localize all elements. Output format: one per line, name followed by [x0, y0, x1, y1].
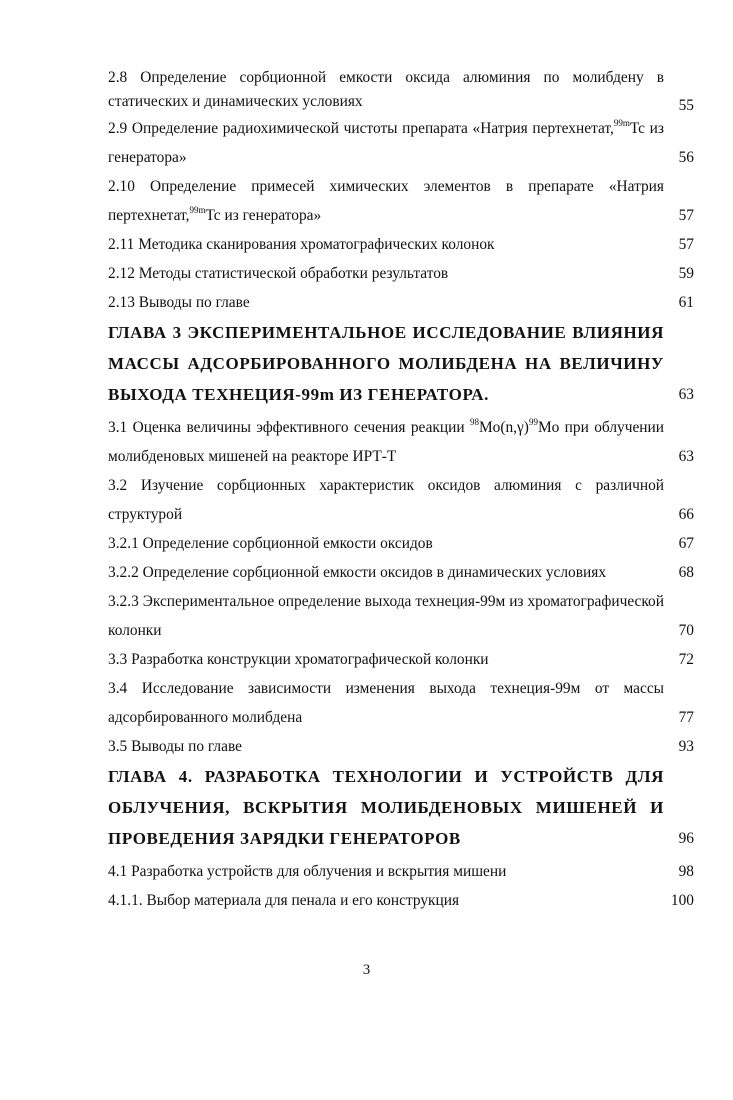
toc-entry-title: 3.2.3 Экспериментальное определение выхода технеция-99м из хроматографической колонки: [108, 593, 664, 639]
toc-entry-3-4: [108, 674, 694, 732]
table-of-contents: [108, 66, 694, 915]
toc-entry-page: 98: [678, 863, 694, 880]
toc-entry-page: 57: [678, 236, 694, 253]
toc-entry-page: 96: [678, 830, 694, 847]
page-number: 3: [362, 962, 371, 978]
toc-entry-title-part: Mo(n,γ): [478, 419, 529, 436]
toc-entry-page: 67: [678, 535, 694, 552]
toc-entry-title: 2.13 Выводы по главе: [108, 294, 250, 311]
toc-entry-page: 68: [678, 564, 694, 581]
toc-entry-title-part: Tc из генератора»: [205, 207, 322, 224]
toc-entry-title: 3.5 Выводы по главе: [108, 738, 242, 755]
toc-entry-2-8: [108, 66, 694, 114]
toc-chapter-title: ГЛАВА 4. РАЗРАБОТКА ТЕХНОЛОГИИ И УСТРОЙСТВ ДЛЯ ОБЛУЧЕНИЯ, ВСКРЫТИЯ МОЛИБДЕНОВЫХ МИШЕНЕЙ И ПРОВЕДЕНИЯ ЗАРЯДКИ ГЕНЕРАТОРОВ: [108, 767, 664, 848]
toc-entry-page: 56: [678, 149, 694, 166]
isotope-superscript: 98: [469, 417, 479, 427]
toc-entry-4-1: [108, 857, 694, 886]
toc-entry-page: 66: [678, 506, 694, 523]
toc-entry-title: 2.11 Методика сканирования хроматографических колонок: [108, 236, 495, 253]
toc-chapter-3: [108, 317, 694, 410]
toc-entry-2-9: [108, 114, 694, 172]
toc-entry-3-2-2: [108, 558, 694, 587]
toc-entry-title-part: Mo при облучении молибденовых мишеней на реакторе ИРТ-Т: [108, 419, 664, 465]
toc-entry-page: 63: [678, 386, 694, 403]
toc-entry-title: [108, 114, 664, 172]
toc-entry-page: 100: [670, 892, 694, 909]
toc-entry-page: 59: [678, 265, 694, 282]
toc-entry-title: 3.2 Изучение сорбционных характеристик оксидов алюминия с различной структурой: [108, 477, 664, 523]
toc-chapter-title: ГЛАВА 3 ЭКСПЕРИМЕНТАЛЬНОЕ ИССЛЕДОВАНИЕ ВЛИЯНИЯ МАССЫ АДСОРБИРОВАННОГО МОЛИБДЕНА НА ВЕЛИЧИНУ ВЫХОДА ТЕХНЕЦИЯ-99m ИЗ ГЕНЕРАТОРА.: [108, 323, 664, 404]
toc-entry-page: 57: [678, 207, 694, 224]
isotope-superscript: 99: [528, 417, 538, 427]
toc-entry-page: 61: [678, 294, 694, 311]
toc-entry-page: 72: [678, 651, 694, 668]
toc-entry-3-2-3: [108, 587, 694, 645]
toc-entry-title-part: 3.1 Оценка величины эффективного сечения реакции: [108, 419, 470, 436]
toc-entry-3-1: [108, 413, 694, 471]
toc-entry-title: [108, 413, 664, 471]
toc-entry-title-part: 2.10 Определение примесей химических элементов в препарате «Натрия пертехнетат,: [108, 178, 664, 224]
toc-entry-3-3: [108, 645, 694, 674]
isotope-superscript: 99m: [613, 118, 630, 128]
toc-entry-title: 3.2.2 Определение сорбционной емкости оксидов в динамических условиях: [108, 564, 607, 581]
toc-entry-title: 4.1 Разработка устройств для облучения и вскрытия мишени: [108, 863, 507, 880]
toc-entry-title: 3.2.1 Определение сорбционной емкости оксидов: [108, 535, 433, 552]
toc-chapter-4: [108, 761, 694, 854]
toc-entry-2-13: [108, 288, 694, 317]
toc-entry-title: [108, 172, 664, 230]
isotope-superscript: 99m: [189, 205, 206, 215]
toc-entry-page: 93: [678, 738, 694, 755]
toc-entry-title: 2.8 Определение сорбционной емкости оксида алюминия по молибдену в статических и динамических условиях: [108, 69, 664, 110]
toc-entry-4-1-1: [108, 886, 694, 915]
toc-entry-page: 63: [678, 448, 694, 465]
toc-entry-2-11: [108, 230, 694, 259]
toc-entry-title-part: 2.9 Определение радиохимической чистоты препарата «Натрия пертехнетат,: [108, 120, 614, 137]
toc-entry-page: 70: [678, 622, 694, 639]
toc-entry-page: 55: [678, 97, 694, 114]
toc-entry-2-12: [108, 259, 694, 288]
toc-entry-title: 3.4 Исследование зависимости изменения выхода технеция-99м от массы адсорбированного молибдена: [108, 680, 664, 726]
toc-entry-title: 3.3 Разработка конструкции хроматографической колонки: [108, 651, 489, 668]
toc-entry-2-10: [108, 172, 694, 230]
toc-entry-3-2-1: [108, 529, 694, 558]
toc-entry-title: 2.12 Методы статистической обработки результатов: [108, 265, 449, 282]
toc-entry-title-part: Tc из генератора»: [108, 120, 665, 166]
toc-entry-page: 77: [678, 709, 694, 726]
toc-entry-3-2: [108, 471, 694, 529]
toc-entry-title: 4.1.1. Выбор материала для пенала и его конструкция: [108, 892, 460, 909]
toc-entry-3-5: [108, 732, 694, 761]
